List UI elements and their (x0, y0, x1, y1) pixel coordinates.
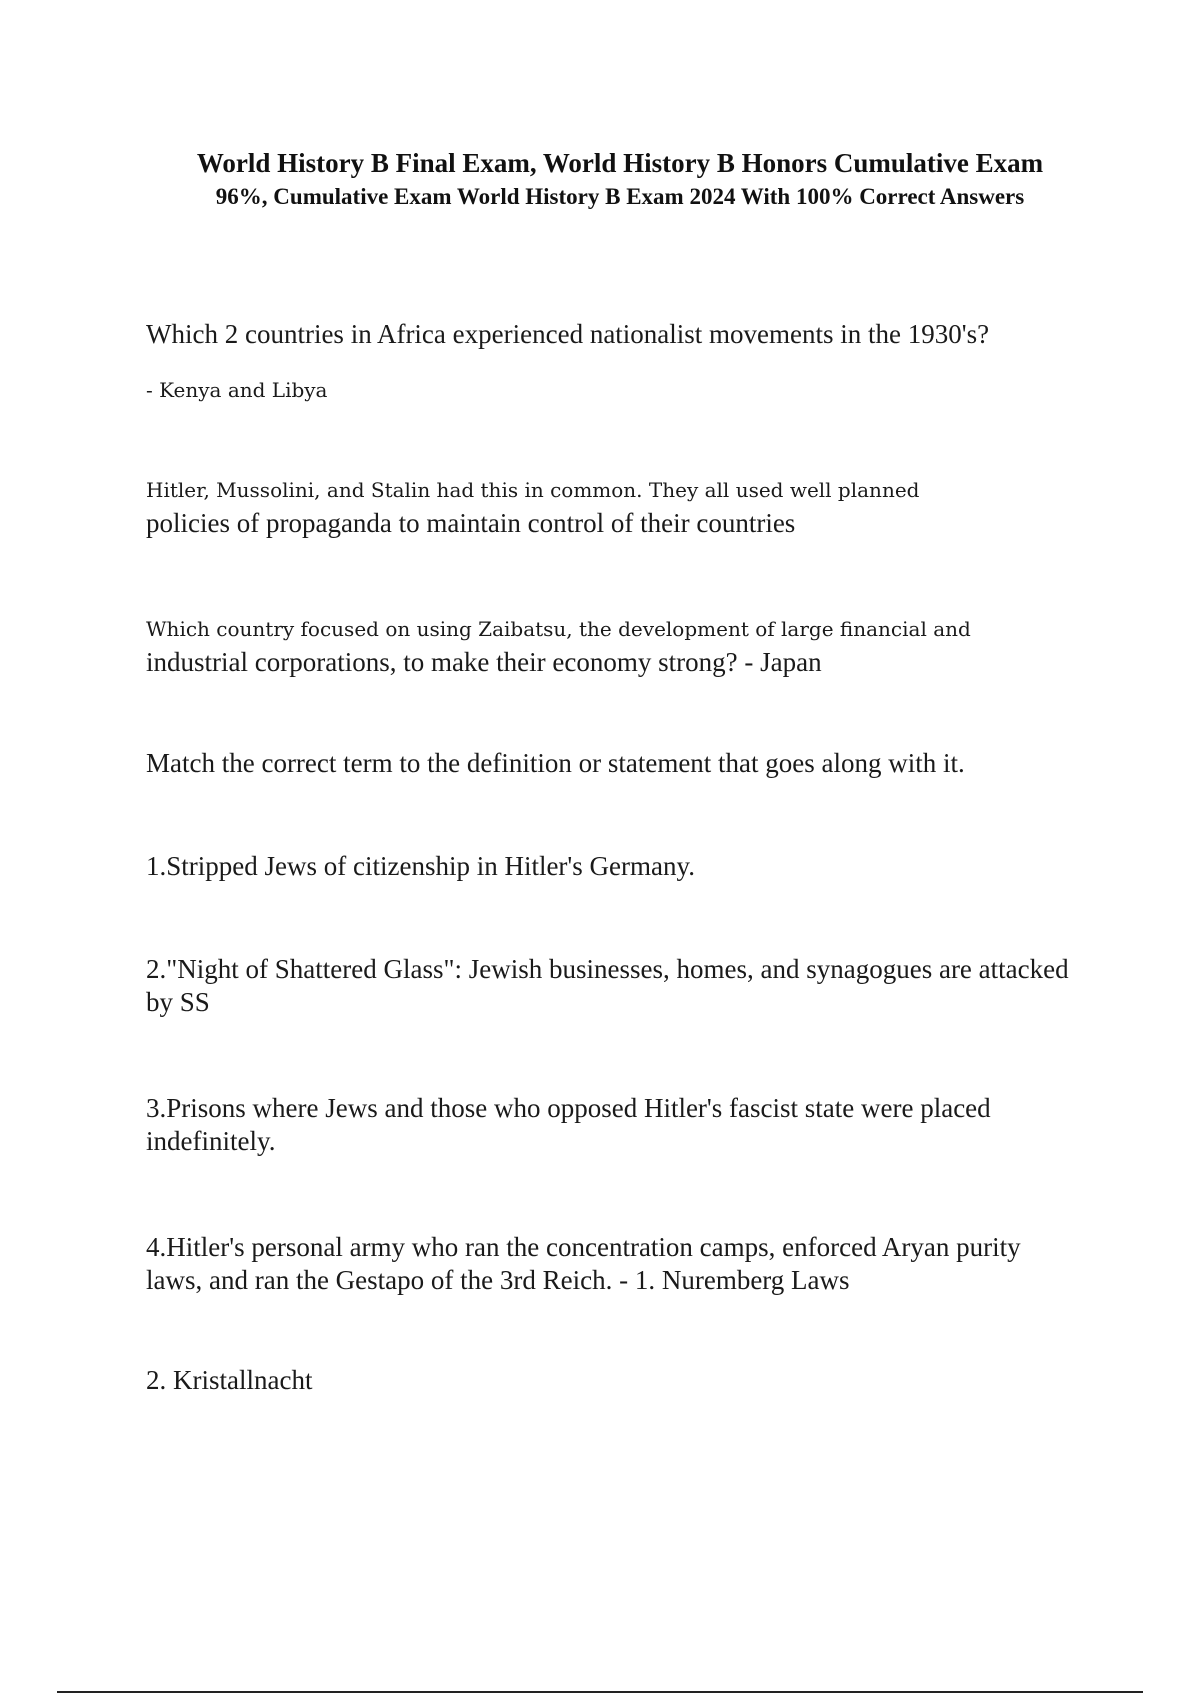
matching-item-2: 2."Night of Shattered Glass": Jewish businesses, homes, and synagogues are attacked by SS (146, 954, 1069, 1017)
question-zaibatsu (146, 613, 1076, 679)
footer-divider (57, 1691, 1143, 1693)
matching-answer-2: 2. Kristallnacht (146, 1365, 313, 1395)
matching-item-4: 4.Hitler's personal army who ran the concentration camps, enforced Aryan purity laws, and ran the Gestapo of the 3rd Reich. - 1. Nuremberg Laws (146, 1232, 1021, 1295)
title-line-2: 96%, Cumulative Exam World History B Exam 2024 With 100% Correct Answers (215, 184, 1025, 209)
matching-instruction: Match the correct term to the definition or statement that goes along with it. (146, 748, 965, 778)
document-title (170, 146, 1070, 214)
matching-item-1: 1.Stripped Jews of citizenship in Hitler's Germany. (146, 851, 696, 881)
title-line-1: World History B Final Exam, World History B Honors Cumulative Exam (196, 148, 1044, 178)
question-dictators-line-2: policies of propaganda to maintain control of their countries (146, 508, 796, 538)
question-zaibatsu-line-1: Which country focused on using Zaibatsu, the development of large financial and (146, 617, 971, 641)
question-dictators-common (146, 474, 1076, 540)
question-dictators-line-1: Hitler, Mussolini, and Stalin had this in common. They all used well planned (146, 478, 920, 502)
matching-item-3: 3.Prisons where Jews and those who opposed Hitler's fascist state were placed indefinitely. (146, 1093, 991, 1156)
question-africa-nationalism: Which 2 countries in Africa experienced nationalist movements in the 1930's? (146, 319, 990, 349)
question-zaibatsu-line-2: industrial corporations, to make their economy strong? - Japan (146, 647, 822, 677)
answer-kenya-libya: - Kenya and Libya (146, 378, 328, 402)
